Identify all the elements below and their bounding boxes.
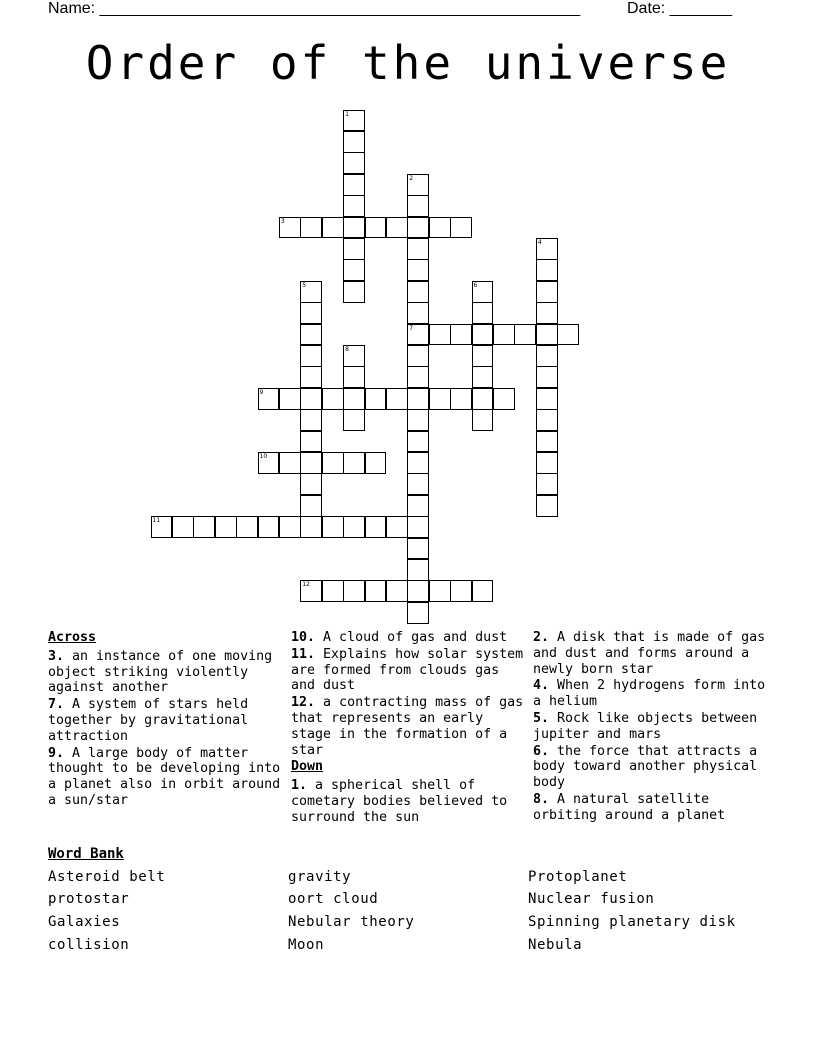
crossword-cell[interactable] (536, 452, 558, 474)
crossword-cell[interactable] (365, 580, 387, 602)
crossword-cell[interactable] (322, 388, 344, 410)
crossword-cell[interactable] (407, 516, 429, 538)
word-bank-item: Nebular theory (288, 914, 415, 930)
crossword-cell[interactable] (407, 538, 429, 560)
clue-across-3: 3. an instance of one moving object striking violently against another (48, 648, 273, 696)
crossword-cell[interactable] (407, 217, 429, 239)
crossword-cell[interactable] (407, 345, 429, 367)
crossword-cell[interactable] (300, 388, 322, 410)
clue-down-4: 4. When 2 hydrogens form into a helium (533, 678, 766, 710)
crossword-cell[interactable] (536, 431, 558, 453)
clue-number-label: 9 (259, 388, 264, 396)
word-bank-item: gravity (288, 869, 352, 885)
crossword-cell[interactable] (536, 345, 558, 367)
crossword-cell[interactable] (300, 580, 322, 602)
word-bank-item: Spinning planetary disk (528, 914, 736, 930)
crossword-cell[interactable] (343, 580, 365, 602)
crossword-cell[interactable] (343, 217, 365, 239)
crossword-cell[interactable] (300, 302, 322, 324)
crossword-cell[interactable] (343, 152, 365, 174)
crossword-cell[interactable] (536, 366, 558, 388)
clue-across-10: 10. A cloud of gas and dust (291, 630, 508, 645)
clue-column-3 (533, 630, 773, 825)
crossword-cell[interactable] (407, 580, 429, 602)
word-bank-item: Galaxies (48, 914, 121, 930)
crossword-cell[interactable] (386, 580, 408, 602)
crossword-cell[interactable] (407, 281, 429, 303)
crossword-cell[interactable] (450, 324, 472, 346)
word-bank-item: Moon (288, 937, 325, 953)
crossword-cell[interactable] (300, 473, 322, 495)
clue-down-6: 6. the force that attracts a body toward another physical body (533, 743, 758, 791)
word-bank-item: Nuclear fusion (528, 891, 655, 907)
crossword-cell[interactable] (365, 388, 387, 410)
clue-column-2 (291, 630, 531, 827)
crossword-cell[interactable] (172, 516, 194, 538)
crossword-cell[interactable] (322, 580, 344, 602)
clue-number-label: 1 (345, 110, 349, 118)
crossword-cell[interactable] (365, 516, 387, 538)
word-bank-heading: Word Bank (48, 846, 124, 862)
word-bank-item: collision (48, 937, 130, 953)
crossword-cell[interactable] (536, 259, 558, 281)
crossword-cell[interactable] (300, 452, 322, 474)
crossword-cell[interactable] (407, 195, 429, 217)
crossword-cell[interactable] (450, 388, 472, 410)
crossword-cell[interactable] (557, 324, 579, 346)
crossword-cell[interactable] (450, 580, 472, 602)
crossword-cell[interactable] (493, 324, 515, 346)
crossword-cell[interactable] (279, 516, 301, 538)
word-bank-item: Protoplanet (528, 869, 628, 885)
across-heading: Across (48, 630, 97, 645)
crossword-cell[interactable] (407, 473, 429, 495)
crossword-cell[interactable] (407, 324, 429, 346)
crossword-cell[interactable] (429, 324, 451, 346)
crossword-cell[interactable] (300, 217, 322, 239)
clue-number-label: 4 (537, 238, 542, 246)
crossword-cell[interactable] (472, 324, 494, 346)
clue-across-11: 11. Explains how solar system are formed from clouds gas and dust (291, 646, 524, 694)
crossword-cell[interactable] (407, 174, 429, 196)
crossword-cell[interactable] (536, 473, 558, 495)
clue-number-label: 11 (152, 517, 161, 525)
crossword-cell[interactable] (472, 281, 494, 303)
crossword-cell[interactable] (472, 366, 494, 388)
clue-number-label: 6 (473, 281, 478, 289)
crossword-cell[interactable] (429, 388, 451, 410)
crossword-cell[interactable] (151, 516, 173, 538)
crossword-cell[interactable] (343, 388, 365, 410)
crossword-cell[interactable] (472, 302, 494, 324)
crossword-cell[interactable] (322, 217, 344, 239)
clue-number-label: 8 (345, 345, 349, 353)
word-bank-item: Asteroid belt (48, 869, 166, 885)
crossword-cell[interactable] (258, 388, 280, 410)
word-bank-item: Nebula (528, 937, 583, 953)
crossword-cell[interactable] (279, 452, 301, 474)
crossword-cell[interactable] (386, 217, 408, 239)
crossword-cell[interactable] (472, 345, 494, 367)
clue-number-label: 10 (259, 452, 268, 460)
crossword-cell[interactable] (407, 388, 429, 410)
crossword-cell[interactable] (343, 516, 365, 538)
crossword-cell[interactable] (300, 516, 322, 538)
crossword-cell[interactable] (407, 259, 429, 281)
crossword-cell[interactable] (343, 174, 365, 196)
crossword-cell[interactable] (193, 516, 215, 538)
crossword-cell[interactable] (407, 559, 429, 581)
crossword-cell[interactable] (343, 131, 365, 153)
down-heading: Down (291, 759, 324, 775)
crossword-cell[interactable] (300, 431, 322, 453)
clue-across-9: 9. A large body of matter thought to be developing into a planet also in orbit around a sun/star (48, 745, 281, 808)
clue-number-label: 7 (409, 324, 414, 332)
crossword-cell[interactable] (279, 217, 301, 239)
clue-number-label: 12 (302, 581, 310, 589)
crossword-cell[interactable] (536, 281, 558, 303)
crossword-cell[interactable] (322, 452, 344, 474)
crossword-cell[interactable] (215, 516, 237, 538)
word-bank-item: oort cloud (288, 891, 379, 907)
crossword-cell[interactable] (365, 452, 387, 474)
crossword-cell[interactable] (514, 324, 536, 346)
crossword-cell[interactable] (429, 580, 451, 602)
crossword-cell[interactable] (407, 238, 429, 260)
clue-down-5: 5. Rock like objects between jupiter and mars (533, 710, 758, 742)
crossword-cell[interactable] (536, 324, 558, 346)
crossword-cell[interactable] (236, 516, 258, 538)
word-bank-item: protostar (48, 891, 130, 907)
crossword-cell[interactable] (536, 388, 558, 410)
crossword-cell[interactable] (386, 388, 408, 410)
crossword-cell[interactable] (407, 431, 429, 453)
crossword-cell[interactable] (536, 495, 558, 517)
crossword-cell[interactable] (386, 516, 408, 538)
crossword-cell[interactable] (300, 281, 322, 303)
crossword-cell[interactable] (258, 452, 280, 474)
header (48, 0, 748, 20)
crossword-cell[interactable] (450, 217, 472, 239)
crossword-cell[interactable] (493, 388, 515, 410)
crossword-cell[interactable] (343, 195, 365, 217)
crossword-cell[interactable] (536, 409, 558, 431)
crossword-cell[interactable] (472, 388, 494, 410)
crossword-cell[interactable] (300, 495, 322, 517)
clue-number-label: 3 (280, 217, 285, 225)
crossword-cell[interactable] (258, 516, 280, 538)
crossword-cell[interactable] (343, 366, 365, 388)
crossword-cell[interactable] (429, 217, 451, 239)
crossword-cell[interactable] (343, 238, 365, 260)
clue-down-8: 8. A natural satellite orbiting around a planet (533, 791, 726, 823)
crossword-cell[interactable] (472, 580, 494, 602)
clue-across-7: 7. A system of stars held together by gravitational attraction (48, 697, 249, 744)
crossword-cell[interactable] (343, 345, 365, 367)
crossword-cell[interactable] (343, 110, 365, 132)
clue-number-label: 2 (409, 174, 414, 182)
date-field-label[interactable]: Date: _______ (627, 0, 732, 17)
crossword-cell[interactable] (343, 452, 365, 474)
clue-down-1: 1. a spherical shell of cometary bodies believed to surround the sun (291, 778, 508, 825)
crossword-cell[interactable] (407, 366, 429, 388)
name-field-label[interactable]: Name: ______________________________________________________ (48, 0, 581, 17)
crossword-cell[interactable] (407, 602, 429, 624)
crossword-cell[interactable] (300, 409, 322, 431)
crossword-cell[interactable] (343, 409, 365, 431)
crossword-cell[interactable] (365, 217, 387, 239)
crossword-cell[interactable] (407, 302, 429, 324)
crossword-cell[interactable] (536, 238, 558, 260)
crossword-cell[interactable] (343, 259, 365, 281)
clue-column-1 (48, 630, 288, 810)
crossword-cell[interactable] (407, 409, 429, 431)
crossword-cell[interactable] (472, 409, 494, 431)
page-title: Order of the universe (85, 36, 731, 90)
crossword-cell[interactable] (300, 345, 322, 367)
crossword-cell[interactable] (407, 452, 429, 474)
crossword-cell[interactable] (407, 495, 429, 517)
clue-number-label: 5 (302, 281, 307, 289)
crossword-cell[interactable] (279, 388, 301, 410)
crossword-cell[interactable] (322, 516, 344, 538)
clue-down-2: 2. A disk that is made of gas and dust and forms around a newly born star (533, 630, 766, 677)
crossword-cell[interactable] (343, 281, 365, 303)
crossword-cell[interactable] (300, 324, 322, 346)
clue-across-12: 12. a contracting mass of gas that represents an early stage in the formation of a star (291, 695, 524, 758)
crossword-cell[interactable] (536, 302, 558, 324)
crossword-cell[interactable] (300, 366, 322, 388)
